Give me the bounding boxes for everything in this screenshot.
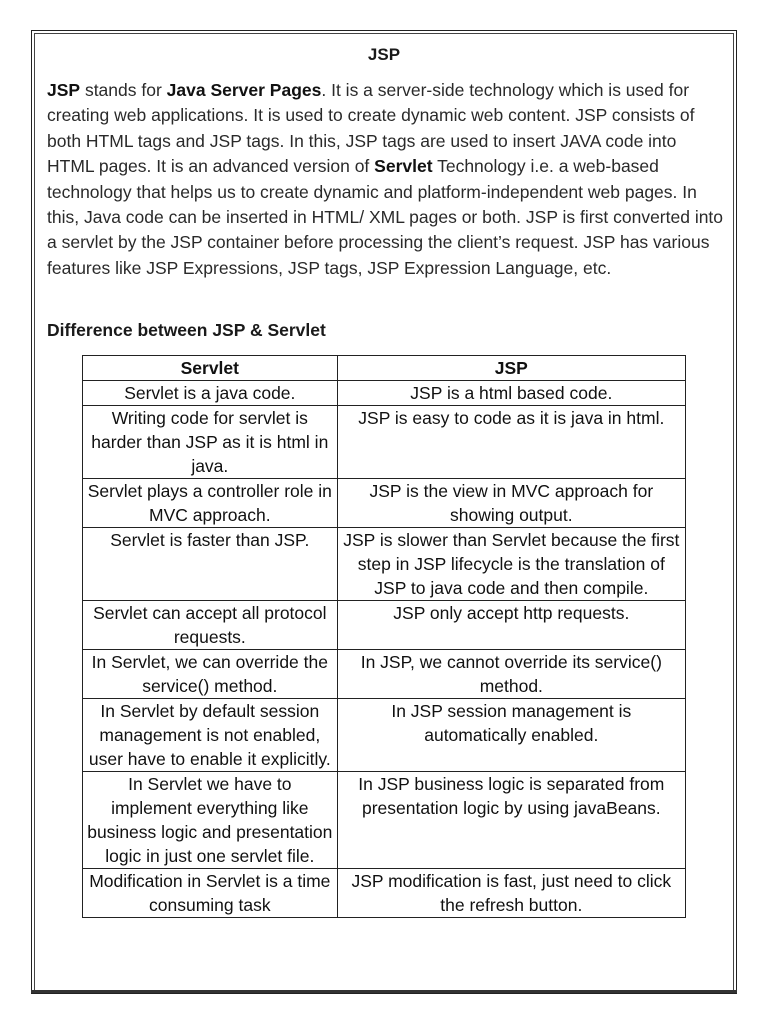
servlet-cell: In Servlet, we can override the service() method. (83, 650, 338, 699)
intro-paragraph (47, 78, 727, 281)
table-row (83, 406, 686, 479)
servlet-cell: Servlet is faster than JSP. (83, 528, 338, 601)
servlet-cell: In Servlet we have to implement everything like business logic and presentation logic in just one servlet file. (83, 772, 338, 869)
servlet-cell: In Servlet by default session management is not enabled, user have to enable it explicitly. (83, 699, 338, 772)
table-row (83, 869, 686, 918)
intro-text-3: Technology i.e. a web-based technology that helps us to create dynamic and platform-independent web pages. In this, Java code can be inserted in HTML/ XML pages or both. JSP is first converted into a servlet by the JSP container before processing the client’s request. JSP has various features like JSP Expressions, JSP tags, JSP Expression Language, etc. (47, 156, 724, 278)
section-heading: Difference between JSP & Servlet (47, 320, 326, 340)
header-servlet: Servlet (83, 356, 338, 381)
jsp-cell: In JSP session management is automatically enabled. (337, 699, 685, 772)
jsp-cell: In JSP, we cannot override its service() method. (337, 650, 685, 699)
intro-text-2: . It is a server-side technology which is used for creating web applications. It is used to create dynamic web content. JSP consists of both HTML tags and JSP tags. In this, JSP tags are used to insert JAVA code into HTML pages. It is an advanced version of (47, 80, 695, 177)
table-row (83, 479, 686, 528)
servlet-cell: Servlet plays a controller role in MVC approach. (83, 479, 338, 528)
header-jsp: JSP (337, 356, 685, 381)
intro-text-1: stands for (80, 80, 167, 100)
table-row (83, 650, 686, 699)
intro-term: JSP (47, 80, 81, 100)
jsp-cell: JSP is a html based code. (337, 381, 685, 406)
servlet-cell: Servlet is a java code. (83, 381, 338, 406)
servlet-cell: Writing code for servlet is harder than JSP as it is html in java. (83, 406, 338, 479)
table-row (83, 699, 686, 772)
servlet-cell: Servlet can accept all protocol requests. (83, 601, 338, 650)
intro-expansion: Java Server Pages (166, 80, 322, 100)
jsp-cell: JSP only accept http requests. (337, 601, 685, 650)
servlet-cell: Modification in Servlet is a time consuming task (83, 869, 338, 918)
table-header-row (83, 356, 686, 381)
jsp-cell: JSP is the view in MVC approach for showing output. (337, 479, 685, 528)
table-body (83, 381, 686, 918)
bottom-rule (31, 990, 737, 993)
intro-servlet: Servlet (374, 156, 433, 177)
table-row (83, 772, 686, 869)
jsp-cell: JSP modification is fast, just need to click the refresh button. (337, 869, 685, 918)
jsp-cell: JSP is easy to code as it is java in html. (337, 406, 685, 479)
table-row (83, 528, 686, 601)
table-row (83, 381, 686, 406)
document-title: JSP (367, 45, 401, 64)
comparison-table (82, 355, 686, 918)
table-row (83, 601, 686, 650)
jsp-cell: JSP is slower than Servlet because the first step in JSP lifecycle is the translation of JSP to java code and then compile. (337, 528, 685, 601)
jsp-cell: In JSP business logic is separated from presentation logic by using javaBeans. (337, 772, 685, 869)
